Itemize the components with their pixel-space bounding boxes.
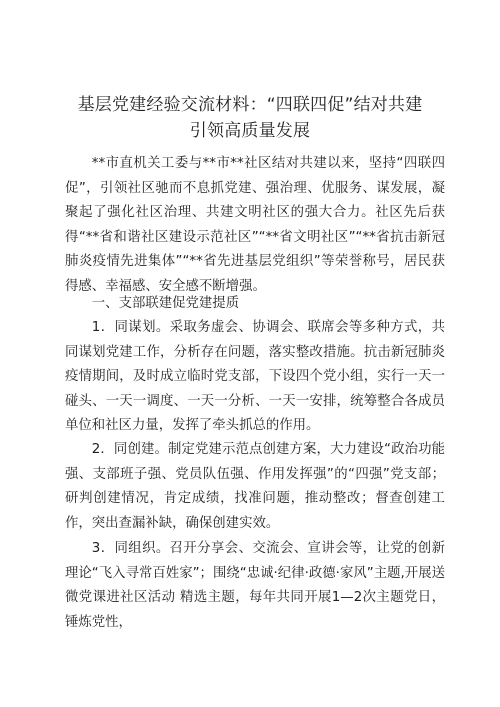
section-1-item-2-block (65, 438, 445, 536)
section-1-heading: 一、支部联建促党建提质 (91, 296, 240, 311)
section-1-item-1-block (65, 316, 445, 439)
document-body (65, 152, 445, 300)
section-1 (65, 292, 445, 317)
section-1-item-3: 3．同组织。召开分享会、交流会、宣讲会等，让党的创新理论“飞入寻常百姓家”；围绕“忠诚·纪律·政德·家风”主题,开展送微党课进社区活动 精选主题，每年共同开展1—2次主题党日，锤炼党性， (65, 541, 445, 630)
intro-paragraph: **市直机关工委与**市**社区结对共建以来，坚持“四联四促”，引领社区驰而不息抓党建、强治理、优服务、谋发展，凝聚起了强化社区治理、共建文明社区的强大合力。社区先后获得“**省和谐社区建设示范社区”“**省文明社区”“**省抗击新冠肺炎疫情先进集体”“**省先进基层党组织”等荣誉称号，居民获得感、幸福感、安全感不断增强。 (65, 156, 445, 294)
document-title-line-1: 基层党建经验交流材料：“四联四促”结对共建 (77, 95, 423, 115)
section-1-item-2: 2．同创建。制定党建示范点创建方案，大力建设“政治功能强、支部班子强、党员队伍强、作用发挥强”的“四强”党支部；研判创建情况，肯定成绩，找准问题，推动整改；督查创建工作，突出查漏补缺，确保创建实效。 (65, 442, 445, 531)
document-title-line-2: 引领高质量发展 (189, 121, 311, 141)
section-1-item-1: 1．同谋划。采取务虚会、协调会、联席会等多种方式，共同谋划党建工作，分析存在问题，落实整改措施。抗击新冠肺炎疫情期间，及时成立临时党支部，下设四个党小组，实行一天一碰头、一天一调度、一天一分析、一天一安排，统筹整合各成员单位和社区力量，发挥了牵头抓总的作用。 (65, 320, 445, 434)
section-1-item-3-block (65, 537, 445, 635)
